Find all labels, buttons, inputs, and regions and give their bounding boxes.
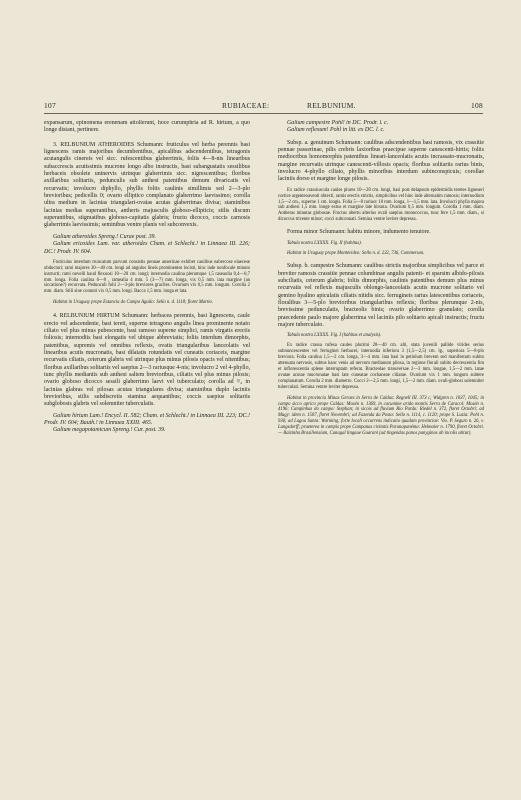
paragraph: 3. RELBUNIUM ATHEROIDES Schumann: fruticulus vel herba perennis basi lignescens ramis majoribus decumbentibus, apicalibus adscendentibus, tetragonis acutangulis cinereis vel sicc. rufescentibus glaberrimis, foliis 4—8-nis linearibus subaccrescis acutissimis mucrone longo albo instructis, basi subangustatis sessilibus herbaceis obsolete uninervis utrinque glaberrimis sicc. nigrescentibus; floribus axillaribus solitariis, pedunculis sub anthesi patentibus demum divaricatis vel recurvatis; involucro diphyllo, phyllis foliis caulinis simillimis sed 2—3-plo brevioribus; pedicellis 0; ovario elliptico complanato glaberrimo laevissimo; corolla ultra medium in lacinias triangulari-ovatas acutas glaberrimas divisa; staminibus lacinias medias superantibus, antheris majusculis globoso-ellipticis; stilis discum superantibus, stigmatibus globoso-capitatis glabris; fructu dicocco, coccis carnosis glaberrimis laevissimis; seminibus ventre planis vel subconvexis. xyxy=(44,141,250,229)
paragraph: Galium hirtum Lam.! Encycl. II. 582; Cham. et Schlecht.! in Linnaea III. 223; DC.! Prodr. IV. 604; Bauth.! in Linnaea XXIII. 465. xyxy=(44,412,250,426)
paragraph: Habitat in provincia Minas Geraes in Serra de Caldas: Regnell III. 373 c, Widgren n. 1037, 1045; in campo sicco aprico prope Caldas: Mosén n. 1369, in cacumine arido montis Serra de Caracol: Mosén n. 4196; Campinhas do campo: Stephan; in sicois ad fluvium Rio Pardo: Riedel n. 372, floret Octobri; ad Mugy: idem n. 1507, floret Novembri; ad Fazenda da Posta: Sello n. 1114, c. 1120; prope S. Luzia: Pohl n. 936; ad Lagoa Santa: Warming; forte locali occurrens indicatio quadam provinciae: Vio. P. Seguro n. 26, v. Langsdorff; praeterea in campis prope Campanas civitatis Paranapanéma: Helmaier n. 1790, floret Octobri. — Raizinha Brasiliensium, Canagal lingaue Guarani (ad tingendas panos panyginos ab incolis utitur). xyxy=(278,395,484,437)
paragraph: Tabula nostra LXXXX. Fig. I (habitus et analysis). xyxy=(287,333,382,339)
paragraph: Subsp. a. genuinum Schumann: caulibus adscendentibus basi ramosis, vix crassitie pennae passerinae, pilis crebris laxioribus praecipue superne canescenti-hirtis; foliis mediocribus homomorphis patentibus lineari-lanceolatis acutis incrassato-mucronatis, margine recurvatis utrinque canescenti-villosis opacis; floribus solitariis rarius binis, involucro 4-phyllo ciliato, phyllis minoribus interdum subinconspicuis; corollae laciniis dorso et margine longe pilosis. xyxy=(278,139,484,183)
paragraph: Habitat in Uruguay prope Montevideo: Sello n. d. 232, 736, Commerson. xyxy=(287,251,425,257)
paragraph: Galium reflexum! Pohl in litt. ex DC. l. c. xyxy=(287,127,385,134)
right-column xyxy=(278,120,484,760)
left-column xyxy=(44,120,250,760)
page-number-left: 107 xyxy=(44,101,56,110)
paragraph: Ex radice crassa rufesa caules plurimi 20—40 cm. alti, stata juvenili pallide virides serius subnuncescentes vel ferruginei herbacei; internodia inferiora 3 (1,5—2,5) cm. lg., superiora 5—8-plo breviora. Folia caulina 1,5—2 cm. longa, 3—4 mm. lata basi in petiolum brevem sed manifestum subito attenuata nervosis, subtus hanc venis ad nervum medianum pilosa, in regione florali subito decrescentia fim et inflorescentia splene interruptam referat. Bracteolae transversae 2—3 mm. longae, 1,5—2 mm. latae ovatae acutae mucronatae basi late cuneatae cochaneae ciliatae. Ovarium vix 1 mm. longum subtere complanatum. Corolla 2 mm. diametro. Cocci 2—2,5 mm. longi, 1,5—2 mm. diam. ovali-globosi solemniter tuberculati. Semina ventre leviter depressa. xyxy=(278,343,484,390)
paragraph: Subsp. b. campestre Schumann: caulibus strictis majoribus simplicibus vel parce et breviter ramosis crassitie pennae columbinae angulis patenti- et sparsim albido-pilosis subciliatis, ceterum glabris; foliis dimorphis, caulinis patentibus demum plus minus recurvatis vel reflexis majusculis oblongo-lanceolatis acutis mucrone solitario vel gemino hyalino apiculatis ciliatis nitidis sicc. ferrugineis rarius latescentibus coriaceis, floralibus 3—5-plo brevioribus triangularibus reflexis; floribus plerumque 2-nis, brevissime pedunculatis, bracteolis binis; ovario glaberrimo granulato; corolla praecedente paulo majore glaberrima vel laciniis pilo solitario apicali instructis; fructu majore tuberculato. xyxy=(278,263,484,329)
paragraph: Tabula nostra LXXXX. Fig. II (habitus). xyxy=(287,240,362,246)
genus-name: RELBUNIUM. xyxy=(307,101,356,110)
paragraph: Galium atheroides Spreng.! Curae post. 39. xyxy=(53,233,156,240)
family-name: RUBIACEAE: xyxy=(222,101,270,110)
paragraph: expansarum, epinomena erenenam attollerunt, hoce curumphria ad R. hirtum, a quo longe distant, pertinere. xyxy=(44,120,250,134)
paragraph: Fruticulus interdum truncatum parvum consistis pennae anserinae exhibet caulibus eabercose eiaecese obducturi; rami majores 30—40 cm. longi ad angulos lineis prominentes incisti, hinc inde nonfocale minuto instructi; rami novelli haud flexuosi 10—20 cm. longi; internodia caulina plerumque 1,5 raseaolia 0,4—0,7 mm. longa. Folia caulina 6—8 , ramealia 4 mm. 5 (3—7) mm. longa, vix 0,5 mm. lata margine (an siccatione?) recurvata. Pedunculi folii 2—3-plo breviores graciles. Ovarium vix 0,5 mm. longum. Corolla 2 mm. diam. Stili sine connuti vix 0,5 mm. longi. Bacca 1,5 mm. longa et lata. xyxy=(44,259,250,295)
paragraph: Forma minor Schumann: habitu minore, indumento tenuiore. xyxy=(287,229,431,236)
paragraph: Ex radice crassiuscula caules plures 10—20 cm. longi, basi post delapsum epidermidis teretes ligneseri cortice argenteoaventi obtecti, ramis erectis strictis, simplicibus vel hinc inde alternatim ramosis; internodium 1,5—2 cm., superne 1 cm. longis. Folia 5—8 rariusv 10 mm. longa, 1—1,5 mm. lata. Involucri phylla majora sub anthesi 1,5 mm. longe extus et margine late hirsuta. Ovarium 0,5 mm. longum. Corolla 1 mm. diam. Antheras minutas globosae. Fructus ubertu alterius ovali saepius monococcus, tunc fere 1,5 mm. diam., si dicoccus tricente minor; cocci subconnati. Semina ventre leviter depressa. xyxy=(278,187,484,223)
page-number-right: 108 xyxy=(471,101,483,110)
paragraph: Habitat in Uruguay prope Estancia do Campo Aguilo: Sello n. d. 1118; floret Martio. xyxy=(53,300,214,306)
paragraph: 4. RELBUNIUM HIRTUM Schumann: herbacea perennis, basi lignescens, caule erecto vel adscendente, basi tereti, superne tetragono angulis linea prominente notato ciliato vel plus minus pubescente, basi ramoso superne simplici, ramis virgatis erectis foliosis; internodiis basi elongatis vel ubique abbreviatis; foliis interdum dimorphis, patentibus, supremis vel omnibus reflexis, ovatis triangularibus lanceolatis vel linearibus acutis mucronatis, basi dilatatis rotundatis vel cuneatis coriaceis, margine recurvatis ciliatis, ceterum glabris vel utrinque plus minus pilosis opacis vel nitentibus; floribus axillaribus solitariis vel saepius 2—3 rariusque 4-nis; involucro 2 vel 4-phyllo, tunc phyllis mediantis sub anthesi saltem brevioribus, ciliatis vel plus minus pilosis; ovario globoso dicocco sessili glaberrimo laevi vel tuberculato; corolla ad ³/₄ in lacinias glabras vel pilosas acutas triangulares divisa; staminibus duplo laciniis brevioribus, stilis subdiscretis stamina aequantibus; coccis saepius solitariis subglobosis glabris vel solemniter tuberculatis. xyxy=(44,313,250,408)
paragraph: Galium megapotamicum Spreng.! Cur. post. 39. xyxy=(53,427,166,434)
paragraph: Galium ericoides Lam. var. atheroides Cham. et Schlecht.! in Linnaea III. 226; DC.! Prodr. IV. 604. xyxy=(44,241,250,255)
paragraph: Galium campestre Pohl! in DC. Prodr. l. c. xyxy=(287,120,389,126)
header-rule xyxy=(44,113,483,114)
running-header xyxy=(44,101,483,113)
